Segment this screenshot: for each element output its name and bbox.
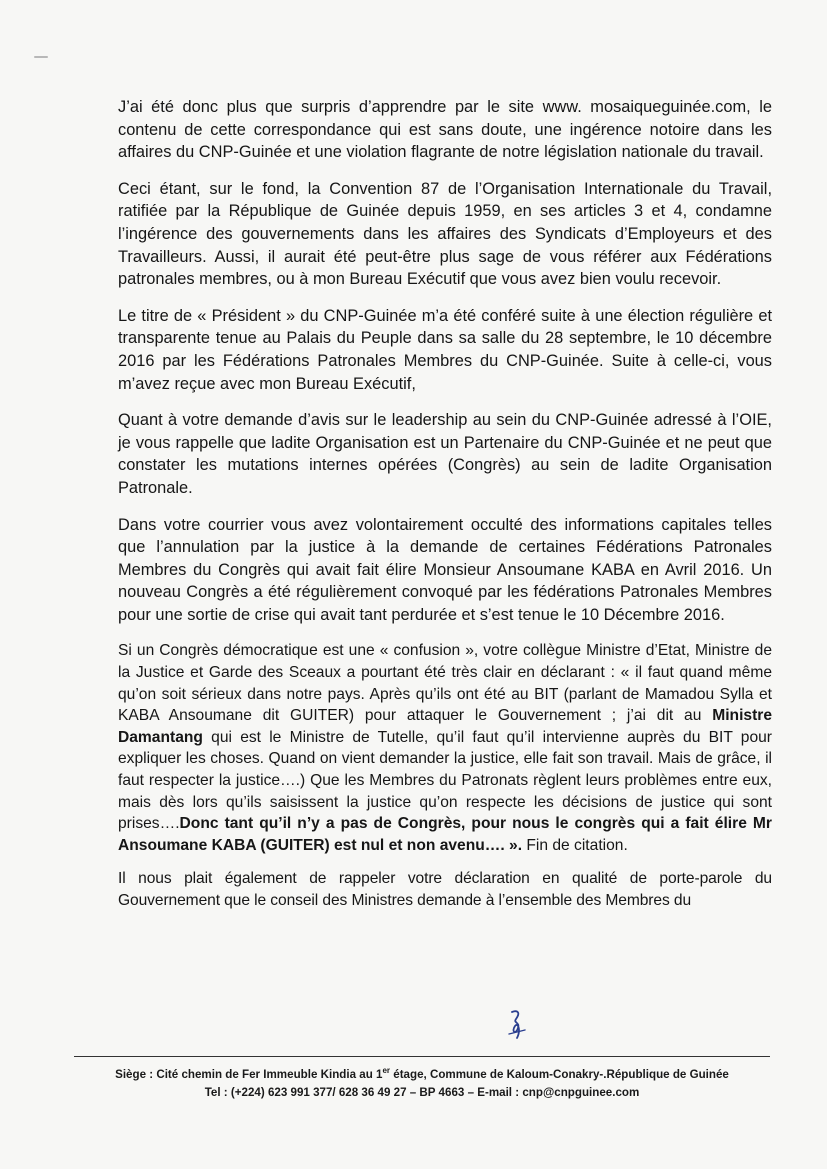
footer-address-start: Siège : Cité chemin de Fer Immeuble Kindia au 1 bbox=[115, 1067, 383, 1081]
paragraph-6-middle: qui est le Ministre de Tutelle, qu’il faut qu’il intervienne auprès du BIT pour expliquer les choses. Quand on vient demander la justice, elle fait son travail. Mais de grâce, il faut respecter la justice….) Que les Membres du Patronats règlent leurs problèmes entre eux, mais dès lors qu’ils saisissent la justice qu’on respecte les décisions de justice qui sont prises…. bbox=[118, 728, 772, 833]
footer-contact: Tel : (+224) 623 991 377/ 628 36 49 27 – BP 4663 – E-mail : cnp@cnpguinee.com bbox=[204, 1085, 640, 1099]
footer-address bbox=[70, 1062, 774, 1084]
paragraph-6 bbox=[118, 640, 772, 856]
footer-address-superscript: er bbox=[382, 1066, 391, 1075]
paragraph-6-bold-conclusion: Donc tant qu’il n’y a pas de Congrès, pour nous le congrès qui a fait élire Mr Ansoumane KABA (GUITER) est nul et non avenu…. ». bbox=[118, 815, 772, 854]
signature-mark bbox=[503, 1008, 533, 1042]
paragraph-4: Quant à votre demande d’avis sur le leadership au sein du CNP-Guinée adressé à l’OIE, je vous rappelle que ladite Organisation est un Partenaire du CNP-Guinée et ne peut que constater les mutations internes opérées (Congrès) au sein de ladite Organisation Patronale. bbox=[118, 411, 772, 497]
paragraph-6-end: Fin de citation. bbox=[526, 836, 628, 854]
letter-body bbox=[118, 96, 772, 926]
paragraph-5: Dans votre courrier vous avez volontairement occulté des informations capitales telles que l’annulation par la justice à la demande de certaines Fédérations Patronales Membres du Congrès qui avait fait élire Monsieur Ansoumane KABA en Avril 2016. Un nouveau Congrès a été régulièrement convoqué par les fédérations Patronales Membres pour une sortie de crise qui avait tant perdurée et s’est tenue le 10 Décembre 2016. bbox=[118, 515, 772, 624]
footer-divider bbox=[74, 1056, 770, 1057]
letterhead-footer bbox=[70, 1062, 774, 1102]
paragraph-7: Il nous plait également de rappeler votre déclaration en qualité de porte-parole du Gouvernement que le conseil des Ministres demande à l’ensemble des Membres du bbox=[118, 870, 772, 909]
paragraph-6-intro: Si un Congrès démocratique est une « confusion », votre collègue Ministre d’Etat, Ministre de la Justice et Garde des Sceaux a pourtant été très clair en déclarant : « il faut quand même qu’on soit sérieux dans notre pays. Après qu’ils ont été au BIT (parlant de Mamadou Sylla et KABA Ansoumane dit GUITER) pour attaquer le Gouvernement ; j’ai dit au bbox=[118, 642, 772, 725]
footer-address-end: étage, Commune de Kaloum-Conakry-.République de Guinée bbox=[390, 1067, 729, 1081]
paragraph-3: Le titre de « Président » du CNP-Guinée m’a été conféré suite à une élection régulière et transparente tenue au Palais du Peuple dans sa salle du 28 septembre, le 10 décembre 2016 par les Fédérations Patronales Membres du CNP-Guinée. Suite à celle-ci, vous m’avez reçue avec mon Bureau Exécutif, bbox=[118, 306, 772, 393]
scan-mark bbox=[34, 56, 48, 58]
paragraph-2: Ceci étant, sur le fond, la Convention 87 de l’Organisation Internationale du Travail, ratifiée par la République de Guinée depuis 1959, en ses articles 3 et 4, condamne l’ingérence des gouvernements dans les affaires des Syndicats d’Employeurs et des Travailleurs. Aussi, il aurait été peut-être plus sage de vous référer aux Fédérations patronales membres, ou à mon Bureau Exécutif que vous avez bien voulu recevoir. bbox=[118, 179, 772, 289]
paragraph-1: J’ai été donc plus que surpris d’apprendre par le site www. mosaiqueguinée.com, le contenu de cette correspondance qui est sans doute, une ingérence notoire dans les affaires du CNP-Guinée et une violation flagrante de notre législation nationale du travail. bbox=[118, 98, 772, 162]
paragraph-6-bold-minister: Ministre Damantang bbox=[118, 707, 773, 746]
